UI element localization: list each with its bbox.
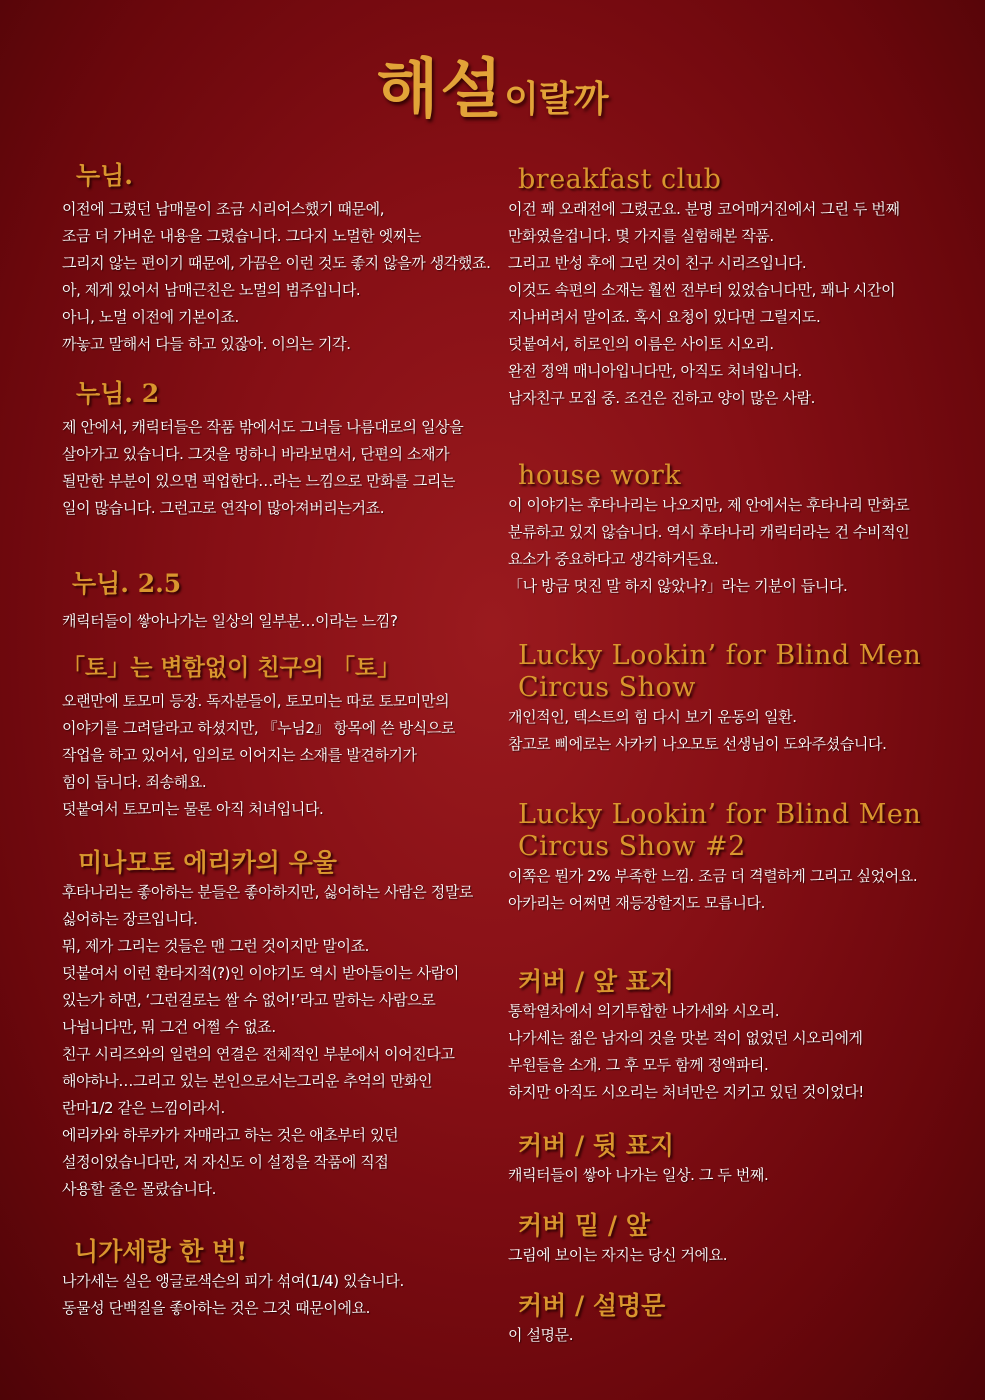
section-heading: 「토」는 변함없이 친구의 「토」	[62, 654, 401, 681]
section-line: 요소가 중요하다고 생각하거든요.	[508, 550, 719, 568]
section-line: 나가세는 젊은 남자의 것을 맛본 적이 없었던 시오리에게	[508, 1029, 863, 1047]
section-line: 아, 제게 있어서 남매근친은 노멀의 범주입니다.	[62, 281, 361, 299]
section-line: 이쪽은 뭔가 2% 부족한 느낌. 조금 더 격렬하게 그리고 싶었어요.	[508, 867, 918, 885]
section-lucky-lookin-2	[508, 799, 921, 917]
section-heading: 니가세랑 한 번!	[74, 1237, 248, 1266]
section-line: 사용할 줄은 몰랐습니다.	[62, 1180, 217, 1198]
section-lucky-lookin	[508, 640, 921, 758]
section-line: 그림에 보이는 자지는 당신 거에요.	[508, 1246, 728, 1264]
section-line: 있는가 하면, ‘그런걸로는 쌀 수 없어!’라고 말하는 사람으로	[62, 991, 436, 1009]
section-to	[62, 652, 455, 823]
section-line: 「나 방금 멋진 말 하지 않았나?」라는 기분이 듭니다.	[508, 577, 848, 595]
section-line: 나뉩니다만, 뭐 그건 어쩔 수 없죠.	[62, 1018, 276, 1036]
section-line: 아카리는 어쩌면 재등장할지도 모릅니다.	[508, 894, 766, 912]
section-erika	[62, 847, 473, 1203]
section-line: 캐릭터들이 쌓아나가는 일상의 일부분…이라는 느낌?	[62, 612, 398, 630]
section-line: 나가세는 실은 앵글로색슨의 피가 섞여(1/4) 있습니다.	[62, 1272, 404, 1290]
section-line: 남자친구 모집 중. 조건은 진하고 양이 많은 사람.	[508, 389, 816, 407]
section-line: 란마1/2 같은 느낌이라서.	[62, 1099, 225, 1117]
section-line: 덧붙여서 토모미는 물론 아직 처녀입니다.	[62, 800, 324, 818]
section-nunim	[62, 160, 490, 358]
section-cover-description	[508, 1290, 665, 1349]
section-line: 완전 정액 매니아입니다만, 아직도 처녀입니다.	[508, 362, 802, 380]
section-nunim-2-5	[62, 568, 398, 635]
section-line: 살아가고 있습니다. 그것을 멍하니 바라보면서, 단편의 소재가	[62, 445, 450, 463]
title-main: 해설	[376, 52, 505, 127]
section-line: 뭐, 제가 그리는 것들은 맨 그런 것이지만 말이죠.	[62, 937, 370, 955]
section-line: 해야하나…그리고 있는 본인으로서는그리운 추억의 만화인	[62, 1072, 433, 1090]
section-line: 캐릭터들이 쌓아 나가는 일상. 그 두 번째.	[508, 1166, 769, 1184]
section-heading: 누님. 2	[76, 379, 160, 408]
section-heading: 미나모토 에리카의 우울	[78, 848, 337, 877]
section-line: 일이 많습니다. 그런고로 연작이 많아져버리는거죠.	[62, 499, 385, 517]
section-line: 후타나리는 좋아하는 분들은 좋아하지만, 싫어하는 사람은 정말로	[62, 883, 474, 901]
section-cover-under-front	[508, 1210, 727, 1269]
section-line: 될만한 부분이 있으면 픽업한다…라는 느낌으로 만화를 그리는	[62, 472, 456, 490]
section-heading: Lucky Lookin’ for Blind Men Circus Show	[518, 640, 922, 703]
section-nunim-2	[62, 378, 463, 522]
section-house-work	[508, 460, 909, 600]
section-line: 그리고 반성 후에 그린 것이 친구 시리즈입니다.	[508, 254, 807, 272]
section-line: 덧붙여서 이런 환타지적(?)인 이야기도 역시 받아들이는 사람이	[62, 964, 459, 982]
section-line: 개인적인, 텍스트의 힘 다시 보기 운동의 일환.	[508, 708, 797, 726]
section-line: 제 안에서, 캐릭터들은 작품 밖에서도 그녀들 나름대로의 일상을	[62, 418, 464, 436]
page-title	[0, 38, 985, 130]
section-line: 동물성 단백질을 좋아하는 것은 그것 때문이에요.	[62, 1299, 371, 1317]
section-line: 참고로 삐에로는 사카키 나오모토 선생님이 도와주셨습니다.	[508, 735, 887, 753]
section-line: 만화였을겁니다. 몇 가지를 실험해본 작품.	[508, 227, 774, 245]
section-line: 이건 꽤 오래전에 그렸군요. 분명 코어매거진에서 그린 두 번째	[508, 200, 900, 218]
section-line: 이 이야기는 후타나리는 나오지만, 제 안에서는 후타나리 만화로	[508, 496, 910, 514]
section-heading: 누님. 2.5	[72, 569, 182, 598]
section-heading: Lucky Lookin’ for Blind Men Circus Show #2	[518, 799, 922, 862]
section-heading: 커버 / 앞 표지	[518, 967, 674, 996]
section-line: 지나버려서 말이죠. 혹시 요청이 있다면 그릴지도.	[508, 308, 821, 326]
section-line: 하지만 아직도 시오리는 처녀만은 지키고 있던 것이었다!	[508, 1083, 864, 1101]
section-line: 싫어하는 장르입니다.	[62, 910, 198, 928]
section-heading: 누님.	[76, 161, 134, 190]
section-line: 그리지 않는 편이기 때문에, 가끔은 이런 것도 좋지 않을까 생각했죠.	[62, 254, 491, 272]
section-line: 에리카와 하루카가 자매라고 하는 것은 애초부터 있던	[62, 1126, 399, 1144]
section-line: 이야기를 그려달라고 하셨지만, 『누님2』 항목에 쓴 방식으로	[62, 719, 455, 737]
section-nagase	[62, 1236, 404, 1322]
section-line: 설정이었습니다만, 저 자신도 이 설정을 작품에 직접	[62, 1153, 389, 1171]
section-heading: 커버 / 뒷 표지	[518, 1131, 674, 1160]
section-line: 힘이 듭니다. 죄송해요.	[62, 773, 207, 791]
section-line: 까놓고 말해서 다들 하고 있잖아. 이의는 기각.	[62, 335, 351, 353]
section-cover-front	[508, 966, 864, 1106]
section-line: 오랜만에 토모미 등장. 독자분들이, 토모미는 따로 토모미만의	[62, 692, 450, 710]
section-line: 덧붙여서, 히로인의 이름은 사이토 시오리.	[508, 335, 774, 353]
section-line: 부원들을 소개. 그 후 모두 함께 정액파티.	[508, 1056, 769, 1074]
section-heading: house work	[518, 460, 682, 491]
section-line: 분류하고 있지 않습니다. 역시 후타나리 캐릭터라는 건 수비적인	[508, 523, 910, 541]
section-line: 이전에 그렸던 남매물이 조금 시리어스했기 때문에,	[62, 200, 385, 218]
title-sub: 이랄까	[504, 78, 609, 120]
section-line: 아니, 노멀 이전에 기본이죠.	[62, 308, 239, 326]
section-line: 조금 더 가벼운 내용을 그렸습니다. 그다지 노멀한 엣찌는	[62, 227, 422, 245]
section-line: 통학열차에서 의기투합한 나가세와 시오리.	[508, 1002, 780, 1020]
section-line: 작업을 하고 있어서, 임의로 이어지는 소재를 발견하기가	[62, 746, 417, 764]
section-heading: 커버 / 설명문	[518, 1291, 666, 1320]
section-cover-back	[508, 1130, 768, 1189]
section-heading: 커버 밑 / 앞	[518, 1211, 650, 1240]
section-heading: breakfast club	[518, 164, 722, 195]
section-line: 이것도 속편의 소재는 훨씬 전부터 있었습니다만, 꽤나 시간이	[508, 281, 896, 299]
section-line: 친구 시리즈와의 일련의 연결은 전체적인 부분에서 이어진다고	[62, 1045, 455, 1063]
section-breakfast-club	[508, 164, 900, 412]
section-line: 이 설명문.	[508, 1326, 574, 1344]
